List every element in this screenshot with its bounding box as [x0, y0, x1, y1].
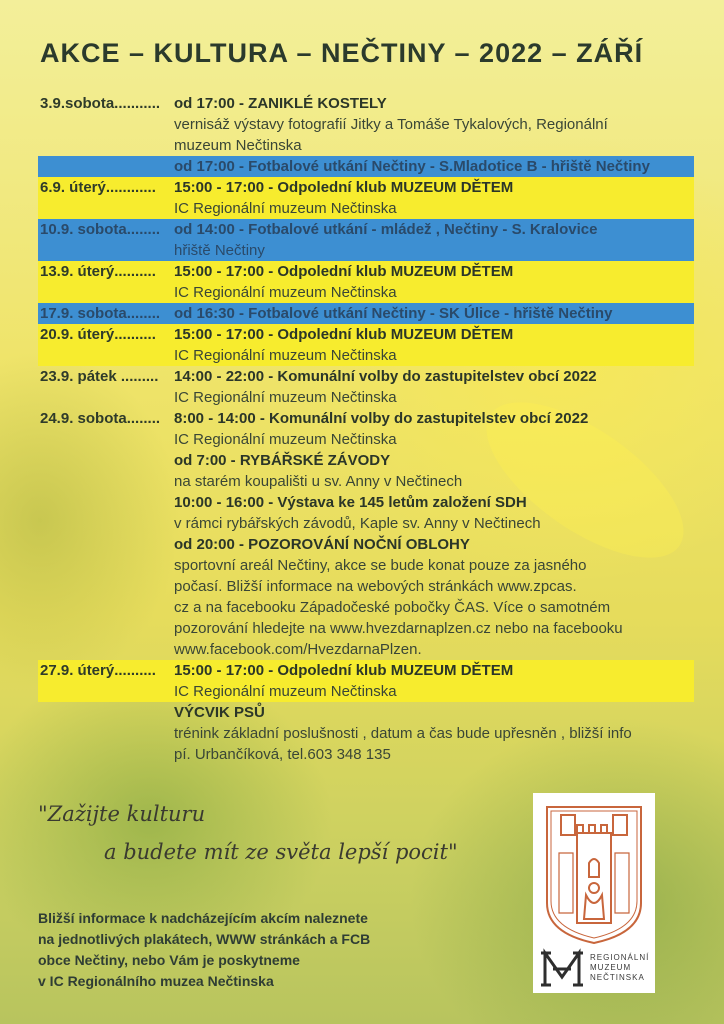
event-row	[38, 408, 694, 660]
event-heading: 15:00 - 17:00 - Odpolední klub MUZEUM DĚTEM	[174, 263, 514, 280]
event-date: 6.9. úterý............	[40, 179, 156, 196]
event-detail: cz a na facebooku Západočeské pobočky ČAS. Více o samotném	[174, 599, 611, 616]
event-detail: IC Regionální muzeum Nečtinska	[174, 389, 397, 406]
event-date: 13.9. úterý..........	[40, 263, 156, 280]
footer-line: Bližší informace k nadcházejícím akcím naleznete	[38, 910, 368, 926]
event-detail: v rámci rybářských závodů, Kaple sv. Anny v Nečtinech	[174, 515, 541, 532]
logo-line: MUZEUM	[590, 963, 632, 972]
event-detail: na starém koupališti u sv. Anny v Nečtinech	[174, 473, 463, 490]
event-detail: vernisáž výstavy fotografií Jitky a Tomáše Tykalových, Regionální	[174, 116, 608, 133]
event-heading: 15:00 - 17:00 - Odpolední klub MUZEUM DĚTEM	[174, 662, 514, 679]
event-row	[38, 660, 694, 702]
event-heading: VÝCVIK PSŮ	[174, 704, 265, 721]
event-detail: IC Regionální muzeum Nečtinska	[174, 431, 397, 448]
event-detail: trénink základní poslušnosti , datum a čas bude upřesněn , bližší info	[174, 725, 632, 742]
event-date: 10.9. sobota........	[40, 221, 161, 238]
event-detail: počasí. Bližší informace na webových stránkách www.zpcas.	[174, 578, 577, 595]
event-date: 3.9.sobota...........	[40, 95, 161, 112]
event-heading: 10:00 - 16:00 - Výstava ke 145 letům založení SDH	[174, 494, 527, 511]
page-title: AKCE – KULTURA – NEČTINY – 2022 – ZÁŘÍ	[40, 38, 644, 68]
event-date: 20.9. úterý..........	[40, 326, 156, 343]
footer-line: obce Nečtiny, nebo Vám je poskytneme	[38, 952, 300, 968]
event-date: 27.9. úterý..........	[40, 662, 156, 679]
event-row	[38, 261, 694, 303]
footer-line: na jednotlivých plakátech, WWW stránkách a FCB	[38, 931, 371, 947]
event-heading: od 14:00 - Fotbalové utkání - mládež , Nečtiny - S. Kralovice	[174, 221, 598, 238]
event-detail: hřiště Nečtiny	[174, 242, 265, 259]
event-heading: od 20:00 - POZOROVÁNÍ NOČNÍ OBLOHY	[174, 536, 470, 553]
museum-mark-icon	[539, 947, 585, 989]
event-row	[38, 303, 694, 324]
event-heading: od 17:00 - ZANIKLÉ KOSTELY	[174, 95, 387, 112]
event-detail: www.facebook.com/HvezdarnaPlzen.	[174, 641, 422, 658]
museum-logo-text	[590, 953, 660, 983]
event-row	[38, 702, 694, 765]
event-heading: 15:00 - 17:00 - Odpolední klub MUZEUM DĚTEM	[174, 326, 514, 343]
event-detail: pí. Urbančíková, tel.603 348 135	[174, 746, 391, 763]
footer-info	[38, 908, 468, 992]
event-detail: muzeum Nečtinska	[174, 137, 302, 154]
event-detail: IC Regionální muzeum Nečtinska	[174, 683, 397, 700]
event-detail: IC Regionální muzeum Nečtinska	[174, 347, 397, 364]
event-date: 24.9. sobota........	[40, 410, 161, 427]
event-schedule	[38, 93, 694, 765]
event-heading: od 17:00 - Fotbalové utkání Nečtiny - S.Mladotice B - hřiště Nečtiny	[174, 158, 650, 175]
event-row	[38, 324, 694, 366]
event-date: 23.9. pátek .........	[40, 368, 159, 385]
event-detail: pozorování hledejte na www.hvezdarnaplzen.cz nebo na facebooku	[174, 620, 623, 637]
quote-line-2: a budete mít ze světa lepší pocit"	[104, 840, 458, 864]
logo-line: REGIONÁLNÍ	[590, 953, 650, 962]
event-date: 17.9. sobota........	[40, 305, 161, 322]
quote-line-1: "Zažijte kulturu	[38, 802, 206, 826]
event-heading: od 16:30 - Fotbalové utkání Nečtiny - SK Úlice - hřiště Nečtiny	[174, 305, 613, 322]
footer-line: v IC Regionálního muzea Nečtinska	[38, 973, 274, 989]
event-row	[38, 156, 694, 177]
event-detail: sportovní areál Nečtiny, akce se bude konat pouze za jasného	[174, 557, 587, 574]
event-row	[38, 93, 694, 156]
event-detail: IC Regionální muzeum Nečtinska	[174, 284, 397, 301]
logo-line: NEČTINSKA	[590, 973, 645, 982]
event-row	[38, 219, 694, 261]
event-heading: od 7:00 - RYBÁŘSKÉ ZÁVODY	[174, 452, 391, 469]
event-row	[38, 177, 694, 219]
event-heading: 14:00 - 22:00 - Komunální volby do zastupitelstev obcí 2022	[174, 368, 597, 385]
event-row	[38, 366, 694, 408]
event-heading: 8:00 - 14:00 - Komunální volby do zastupitelstev obcí 2022	[174, 410, 589, 427]
event-heading: 15:00 - 17:00 - Odpolední klub MUZEUM DĚTEM	[174, 179, 514, 196]
event-detail: IC Regionální muzeum Nečtinska	[174, 200, 397, 217]
